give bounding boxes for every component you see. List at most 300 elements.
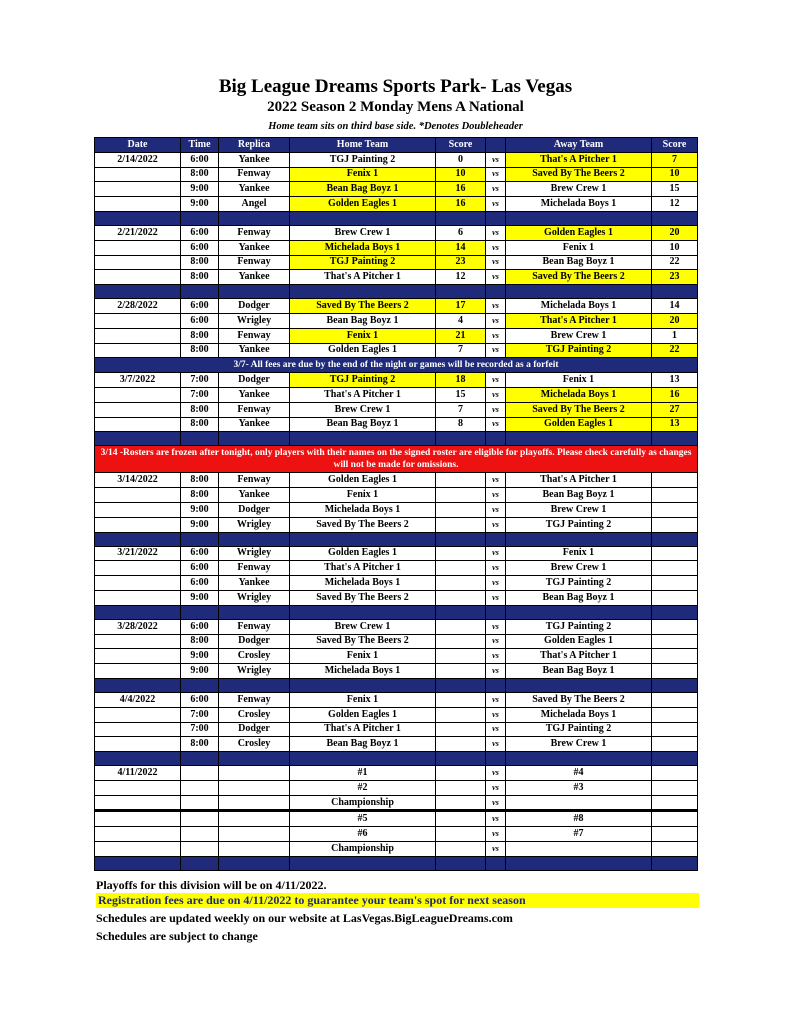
vs-label: vs — [486, 225, 506, 240]
game-row — [95, 387, 698, 402]
game-row — [95, 561, 698, 576]
game-row — [95, 152, 698, 167]
game-date — [95, 343, 181, 358]
vs-label: vs — [486, 152, 506, 167]
game-row — [95, 795, 698, 811]
game-field: Wrigley — [219, 590, 290, 605]
home-team: Championship — [290, 795, 436, 811]
game-date — [95, 664, 181, 679]
away-team: Fenix 1 — [506, 546, 652, 561]
away-team: Michelada Boys 1 — [506, 197, 652, 212]
separator-cell — [95, 678, 181, 692]
away-score — [652, 811, 698, 827]
away-team: Brew Crew 1 — [506, 182, 652, 197]
game-field: Wrigley — [219, 313, 290, 328]
game-field — [219, 811, 290, 827]
game-date: 4/11/2022 — [95, 766, 181, 781]
game-row — [95, 517, 698, 532]
game-time — [181, 795, 219, 811]
schedule-table — [94, 137, 698, 871]
game-row — [95, 590, 698, 605]
game-date — [95, 722, 181, 737]
separator-cell — [486, 211, 506, 225]
away-score — [652, 619, 698, 634]
home-team: TGJ Painting 2 — [290, 373, 436, 388]
away-team: Bean Bag Boyz 1 — [506, 590, 652, 605]
fees-notice: 3/7- All fees are due by the end of the night or games will be recorded as a forfeit — [95, 358, 698, 373]
game-field: Fenway — [219, 619, 290, 634]
home-score — [436, 842, 486, 857]
vs-label: vs — [486, 402, 506, 417]
away-team: Brew Crew 1 — [506, 328, 652, 343]
home-score — [436, 811, 486, 827]
home-score: 16 — [436, 197, 486, 212]
home-score: 18 — [436, 373, 486, 388]
game-field: Dodger — [219, 502, 290, 517]
game-date — [95, 182, 181, 197]
vs-label: vs — [486, 343, 506, 358]
game-field: Yankee — [219, 182, 290, 197]
home-score: 14 — [436, 240, 486, 255]
vs-label: vs — [486, 634, 506, 649]
away-score: 20 — [652, 313, 698, 328]
home-team: TGJ Painting 2 — [290, 255, 436, 270]
separator-cell — [219, 752, 290, 766]
separator-cell — [95, 285, 181, 299]
home-team: Michelada Boys 1 — [290, 502, 436, 517]
game-date: 3/28/2022 — [95, 619, 181, 634]
separator-cell — [219, 678, 290, 692]
game-field — [219, 766, 290, 781]
separator-cell — [95, 532, 181, 546]
home-team: Golden Eagles 1 — [290, 473, 436, 488]
game-time: 9:00 — [181, 590, 219, 605]
game-field: Wrigley — [219, 664, 290, 679]
separator-cell — [486, 678, 506, 692]
separator-cell — [290, 432, 436, 446]
game-time: 8:00 — [181, 402, 219, 417]
game-time: 6:00 — [181, 692, 219, 707]
game-time — [181, 766, 219, 781]
away-team: Fenix 1 — [506, 240, 652, 255]
game-field: Yankee — [219, 576, 290, 591]
away-score: 12 — [652, 197, 698, 212]
game-time: 7:00 — [181, 373, 219, 388]
game-time: 8:00 — [181, 473, 219, 488]
game-row — [95, 182, 698, 197]
separator-cell — [436, 752, 486, 766]
separator-cell — [652, 856, 698, 870]
separator-cell — [506, 605, 652, 619]
game-row — [95, 240, 698, 255]
home-team: Michelada Boys 1 — [290, 576, 436, 591]
week-separator-row — [95, 285, 698, 299]
game-field: Crosley — [219, 707, 290, 722]
home-score — [436, 780, 486, 795]
game-date — [95, 576, 181, 591]
separator-cell — [436, 432, 486, 446]
away-score — [652, 707, 698, 722]
col-header-away-score: Score — [652, 138, 698, 153]
away-score — [652, 766, 698, 781]
game-time: 7:00 — [181, 387, 219, 402]
game-time: 7:00 — [181, 707, 219, 722]
away-score: 10 — [652, 240, 698, 255]
game-time: 8:00 — [181, 167, 219, 182]
col-header-vs — [486, 138, 506, 153]
col-header-replica: Replica — [219, 138, 290, 153]
separator-cell — [436, 678, 486, 692]
game-time — [181, 827, 219, 842]
vs-label: vs — [486, 197, 506, 212]
game-time: 9:00 — [181, 182, 219, 197]
col-header-time: Time — [181, 138, 219, 153]
home-score — [436, 722, 486, 737]
away-team: Saved By The Beers 2 — [506, 402, 652, 417]
home-team: Michelada Boys 1 — [290, 240, 436, 255]
game-field: Fenway — [219, 225, 290, 240]
home-score — [436, 619, 486, 634]
separator-cell — [181, 211, 219, 225]
game-field — [219, 827, 290, 842]
away-score: 23 — [652, 270, 698, 285]
home-team: Fenix 1 — [290, 649, 436, 664]
away-score — [652, 488, 698, 503]
game-date — [95, 270, 181, 285]
home-score — [436, 766, 486, 781]
home-team: Saved By The Beers 2 — [290, 634, 436, 649]
home-score — [436, 561, 486, 576]
game-field: Fenway — [219, 402, 290, 417]
home-score — [436, 634, 486, 649]
game-time: 8:00 — [181, 328, 219, 343]
week-separator-row — [95, 211, 698, 225]
game-row — [95, 167, 698, 182]
home-team: That's A Pitcher 1 — [290, 561, 436, 576]
separator-cell — [652, 752, 698, 766]
game-time: 8:00 — [181, 634, 219, 649]
away-score: 22 — [652, 255, 698, 270]
game-date — [95, 795, 181, 811]
home-score: 4 — [436, 313, 486, 328]
game-time: 6:00 — [181, 313, 219, 328]
vs-label: vs — [486, 240, 506, 255]
game-field: Fenway — [219, 255, 290, 270]
separator-cell — [506, 285, 652, 299]
separator-cell — [506, 678, 652, 692]
game-row — [95, 619, 698, 634]
home-score: 23 — [436, 255, 486, 270]
away-score — [652, 795, 698, 811]
game-row — [95, 270, 698, 285]
away-score: 14 — [652, 299, 698, 314]
footer-website-note: Schedules are updated weekly on our website at LasVegas.BigLeagueDreams.com — [96, 911, 513, 925]
col-header-date: Date — [95, 138, 181, 153]
game-date: 2/28/2022 — [95, 299, 181, 314]
separator-cell — [290, 285, 436, 299]
separator-cell — [486, 752, 506, 766]
away-score — [652, 634, 698, 649]
game-row — [95, 197, 698, 212]
vs-label: vs — [486, 502, 506, 517]
week-separator-row — [95, 605, 698, 619]
game-time: 9:00 — [181, 197, 219, 212]
separator-cell — [290, 678, 436, 692]
separator-cell — [486, 532, 506, 546]
home-team: Golden Eagles 1 — [290, 546, 436, 561]
vs-label: vs — [486, 842, 506, 857]
game-time: 9:00 — [181, 502, 219, 517]
away-team: That's A Pitcher 1 — [506, 313, 652, 328]
vs-label: vs — [486, 313, 506, 328]
separator-cell — [219, 211, 290, 225]
game-date: 3/21/2022 — [95, 546, 181, 561]
away-team: TGJ Painting 2 — [506, 576, 652, 591]
game-time: 8:00 — [181, 255, 219, 270]
vs-label: vs — [486, 692, 506, 707]
away-team: TGJ Painting 2 — [506, 722, 652, 737]
away-team: Bean Bag Boyz 1 — [506, 664, 652, 679]
game-row — [95, 827, 698, 842]
game-date: 3/7/2022 — [95, 373, 181, 388]
home-score — [436, 664, 486, 679]
vs-label: vs — [486, 167, 506, 182]
away-score — [652, 664, 698, 679]
separator-cell — [486, 285, 506, 299]
game-row — [95, 780, 698, 795]
separator-cell — [436, 605, 486, 619]
vs-label: vs — [486, 766, 506, 781]
away-team: Bean Bag Boyz 1 — [506, 255, 652, 270]
away-team: Michelada Boys 1 — [506, 707, 652, 722]
table-header-row — [95, 138, 698, 153]
game-row — [95, 299, 698, 314]
vs-label: vs — [486, 373, 506, 388]
vs-label: vs — [486, 619, 506, 634]
separator-cell — [95, 856, 181, 870]
game-date — [95, 649, 181, 664]
away-team: TGJ Painting 2 — [506, 517, 652, 532]
away-score: 20 — [652, 225, 698, 240]
separator-cell — [436, 856, 486, 870]
home-team: #5 — [290, 811, 436, 827]
away-score: 16 — [652, 387, 698, 402]
away-score: 10 — [652, 167, 698, 182]
separator-cell — [181, 605, 219, 619]
separator-cell — [95, 605, 181, 619]
week-separator-row — [95, 678, 698, 692]
game-date — [95, 402, 181, 417]
home-team: Bean Bag Boyz 1 — [290, 737, 436, 752]
home-score — [436, 473, 486, 488]
away-score: 13 — [652, 373, 698, 388]
footer-registration-note: Registration fees are due on 4/11/2022 to guarantee your team's spot for next season — [96, 893, 699, 908]
game-row — [95, 546, 698, 561]
game-row — [95, 842, 698, 857]
away-score — [652, 517, 698, 532]
game-row — [95, 502, 698, 517]
home-team: Golden Eagles 1 — [290, 707, 436, 722]
separator-cell — [506, 211, 652, 225]
game-time — [181, 780, 219, 795]
game-field: Fenway — [219, 692, 290, 707]
game-row — [95, 766, 698, 781]
game-field — [219, 795, 290, 811]
home-score — [436, 517, 486, 532]
away-score: 27 — [652, 402, 698, 417]
separator-cell — [181, 856, 219, 870]
game-row — [95, 473, 698, 488]
game-field: Fenway — [219, 328, 290, 343]
away-score: 1 — [652, 328, 698, 343]
week-separator-row — [95, 752, 698, 766]
home-team-note: Home team sits on third base side. *Denotes Doubleheader — [268, 121, 523, 132]
home-score: 21 — [436, 328, 486, 343]
separator-cell — [652, 678, 698, 692]
game-field: Yankee — [219, 488, 290, 503]
away-score — [652, 502, 698, 517]
footer-change-note: Schedules are subject to change — [96, 929, 258, 943]
away-team: Saved By The Beers 2 — [506, 270, 652, 285]
roster-alert-row — [95, 446, 698, 473]
game-field: Dodger — [219, 722, 290, 737]
game-field: Yankee — [219, 240, 290, 255]
separator-cell — [219, 432, 290, 446]
home-score — [436, 590, 486, 605]
game-row — [95, 417, 698, 432]
home-score — [436, 502, 486, 517]
separator-cell — [486, 605, 506, 619]
away-team: TGJ Painting 2 — [506, 343, 652, 358]
game-time: 6:00 — [181, 240, 219, 255]
away-score — [652, 546, 698, 561]
game-time — [181, 811, 219, 827]
away-team: That's A Pitcher 1 — [506, 152, 652, 167]
game-date: 2/14/2022 — [95, 152, 181, 167]
separator-cell — [436, 211, 486, 225]
separator-cell — [219, 605, 290, 619]
game-date: 3/14/2022 — [95, 473, 181, 488]
vs-label: vs — [486, 182, 506, 197]
game-time: 6:00 — [181, 152, 219, 167]
home-team: That's A Pitcher 1 — [290, 722, 436, 737]
home-score: 7 — [436, 402, 486, 417]
home-score — [436, 692, 486, 707]
home-team: Saved By The Beers 2 — [290, 299, 436, 314]
home-team: Saved By The Beers 2 — [290, 590, 436, 605]
game-time: 9:00 — [181, 649, 219, 664]
fees-notice-row — [95, 358, 698, 373]
separator-cell — [652, 285, 698, 299]
game-date — [95, 240, 181, 255]
game-field — [219, 780, 290, 795]
separator-cell — [290, 752, 436, 766]
home-team: Michelada Boys 1 — [290, 664, 436, 679]
game-time: 9:00 — [181, 517, 219, 532]
schedule-body — [95, 152, 698, 870]
away-team: TGJ Painting 2 — [506, 619, 652, 634]
away-score — [652, 827, 698, 842]
separator-cell — [290, 211, 436, 225]
home-team: Fenix 1 — [290, 692, 436, 707]
game-row — [95, 373, 698, 388]
game-time: 6:00 — [181, 299, 219, 314]
game-date — [95, 707, 181, 722]
game-row — [95, 328, 698, 343]
vs-label: vs — [486, 722, 506, 737]
game-field: Yankee — [219, 343, 290, 358]
separator-cell — [652, 605, 698, 619]
away-score — [652, 576, 698, 591]
separator-cell — [436, 285, 486, 299]
game-field: Yankee — [219, 270, 290, 285]
game-field: Yankee — [219, 387, 290, 402]
game-date — [95, 811, 181, 827]
away-team — [506, 842, 652, 857]
home-team: Fenix 1 — [290, 167, 436, 182]
game-date — [95, 502, 181, 517]
separator-cell — [95, 432, 181, 446]
vs-label: vs — [486, 827, 506, 842]
vs-label: vs — [486, 737, 506, 752]
game-time: 6:00 — [181, 576, 219, 591]
away-team: Michelada Boys 1 — [506, 299, 652, 314]
away-score: 15 — [652, 182, 698, 197]
game-field — [219, 842, 290, 857]
game-date — [95, 561, 181, 576]
home-team: Championship — [290, 842, 436, 857]
away-team: Golden Eagles 1 — [506, 634, 652, 649]
separator-cell — [219, 856, 290, 870]
roster-alert: 3/14 -Rosters are frozen after tonight, only players with their names on the signed roster are eligible for playoffs. Please check carefully as changes will not be made for omissions. — [95, 446, 698, 473]
away-score: 13 — [652, 417, 698, 432]
separator-cell — [219, 532, 290, 546]
separator-cell — [506, 856, 652, 870]
home-score: 8 — [436, 417, 486, 432]
separator-cell — [652, 532, 698, 546]
home-score — [436, 488, 486, 503]
away-team: Fenix 1 — [506, 373, 652, 388]
game-date — [95, 387, 181, 402]
separator-cell — [181, 752, 219, 766]
vs-label: vs — [486, 546, 506, 561]
away-team: #3 — [506, 780, 652, 795]
home-score: 10 — [436, 167, 486, 182]
game-field: Angel — [219, 197, 290, 212]
game-row — [95, 811, 698, 827]
home-team: That's A Pitcher 1 — [290, 387, 436, 402]
vs-label: vs — [486, 707, 506, 722]
away-score — [652, 722, 698, 737]
game-time: 8:00 — [181, 417, 219, 432]
away-score — [652, 842, 698, 857]
game-field: Fenway — [219, 473, 290, 488]
game-field: Yankee — [219, 417, 290, 432]
game-time: 8:00 — [181, 343, 219, 358]
game-row — [95, 488, 698, 503]
week-separator-row — [95, 532, 698, 546]
away-team: #8 — [506, 811, 652, 827]
game-date — [95, 780, 181, 795]
game-date — [95, 827, 181, 842]
game-field: Wrigley — [219, 517, 290, 532]
vs-label: vs — [486, 417, 506, 432]
vs-label: vs — [486, 664, 506, 679]
separator-cell — [436, 532, 486, 546]
away-team: Saved By The Beers 2 — [506, 167, 652, 182]
col-header-home-score: Score — [436, 138, 486, 153]
separator-cell — [652, 432, 698, 446]
